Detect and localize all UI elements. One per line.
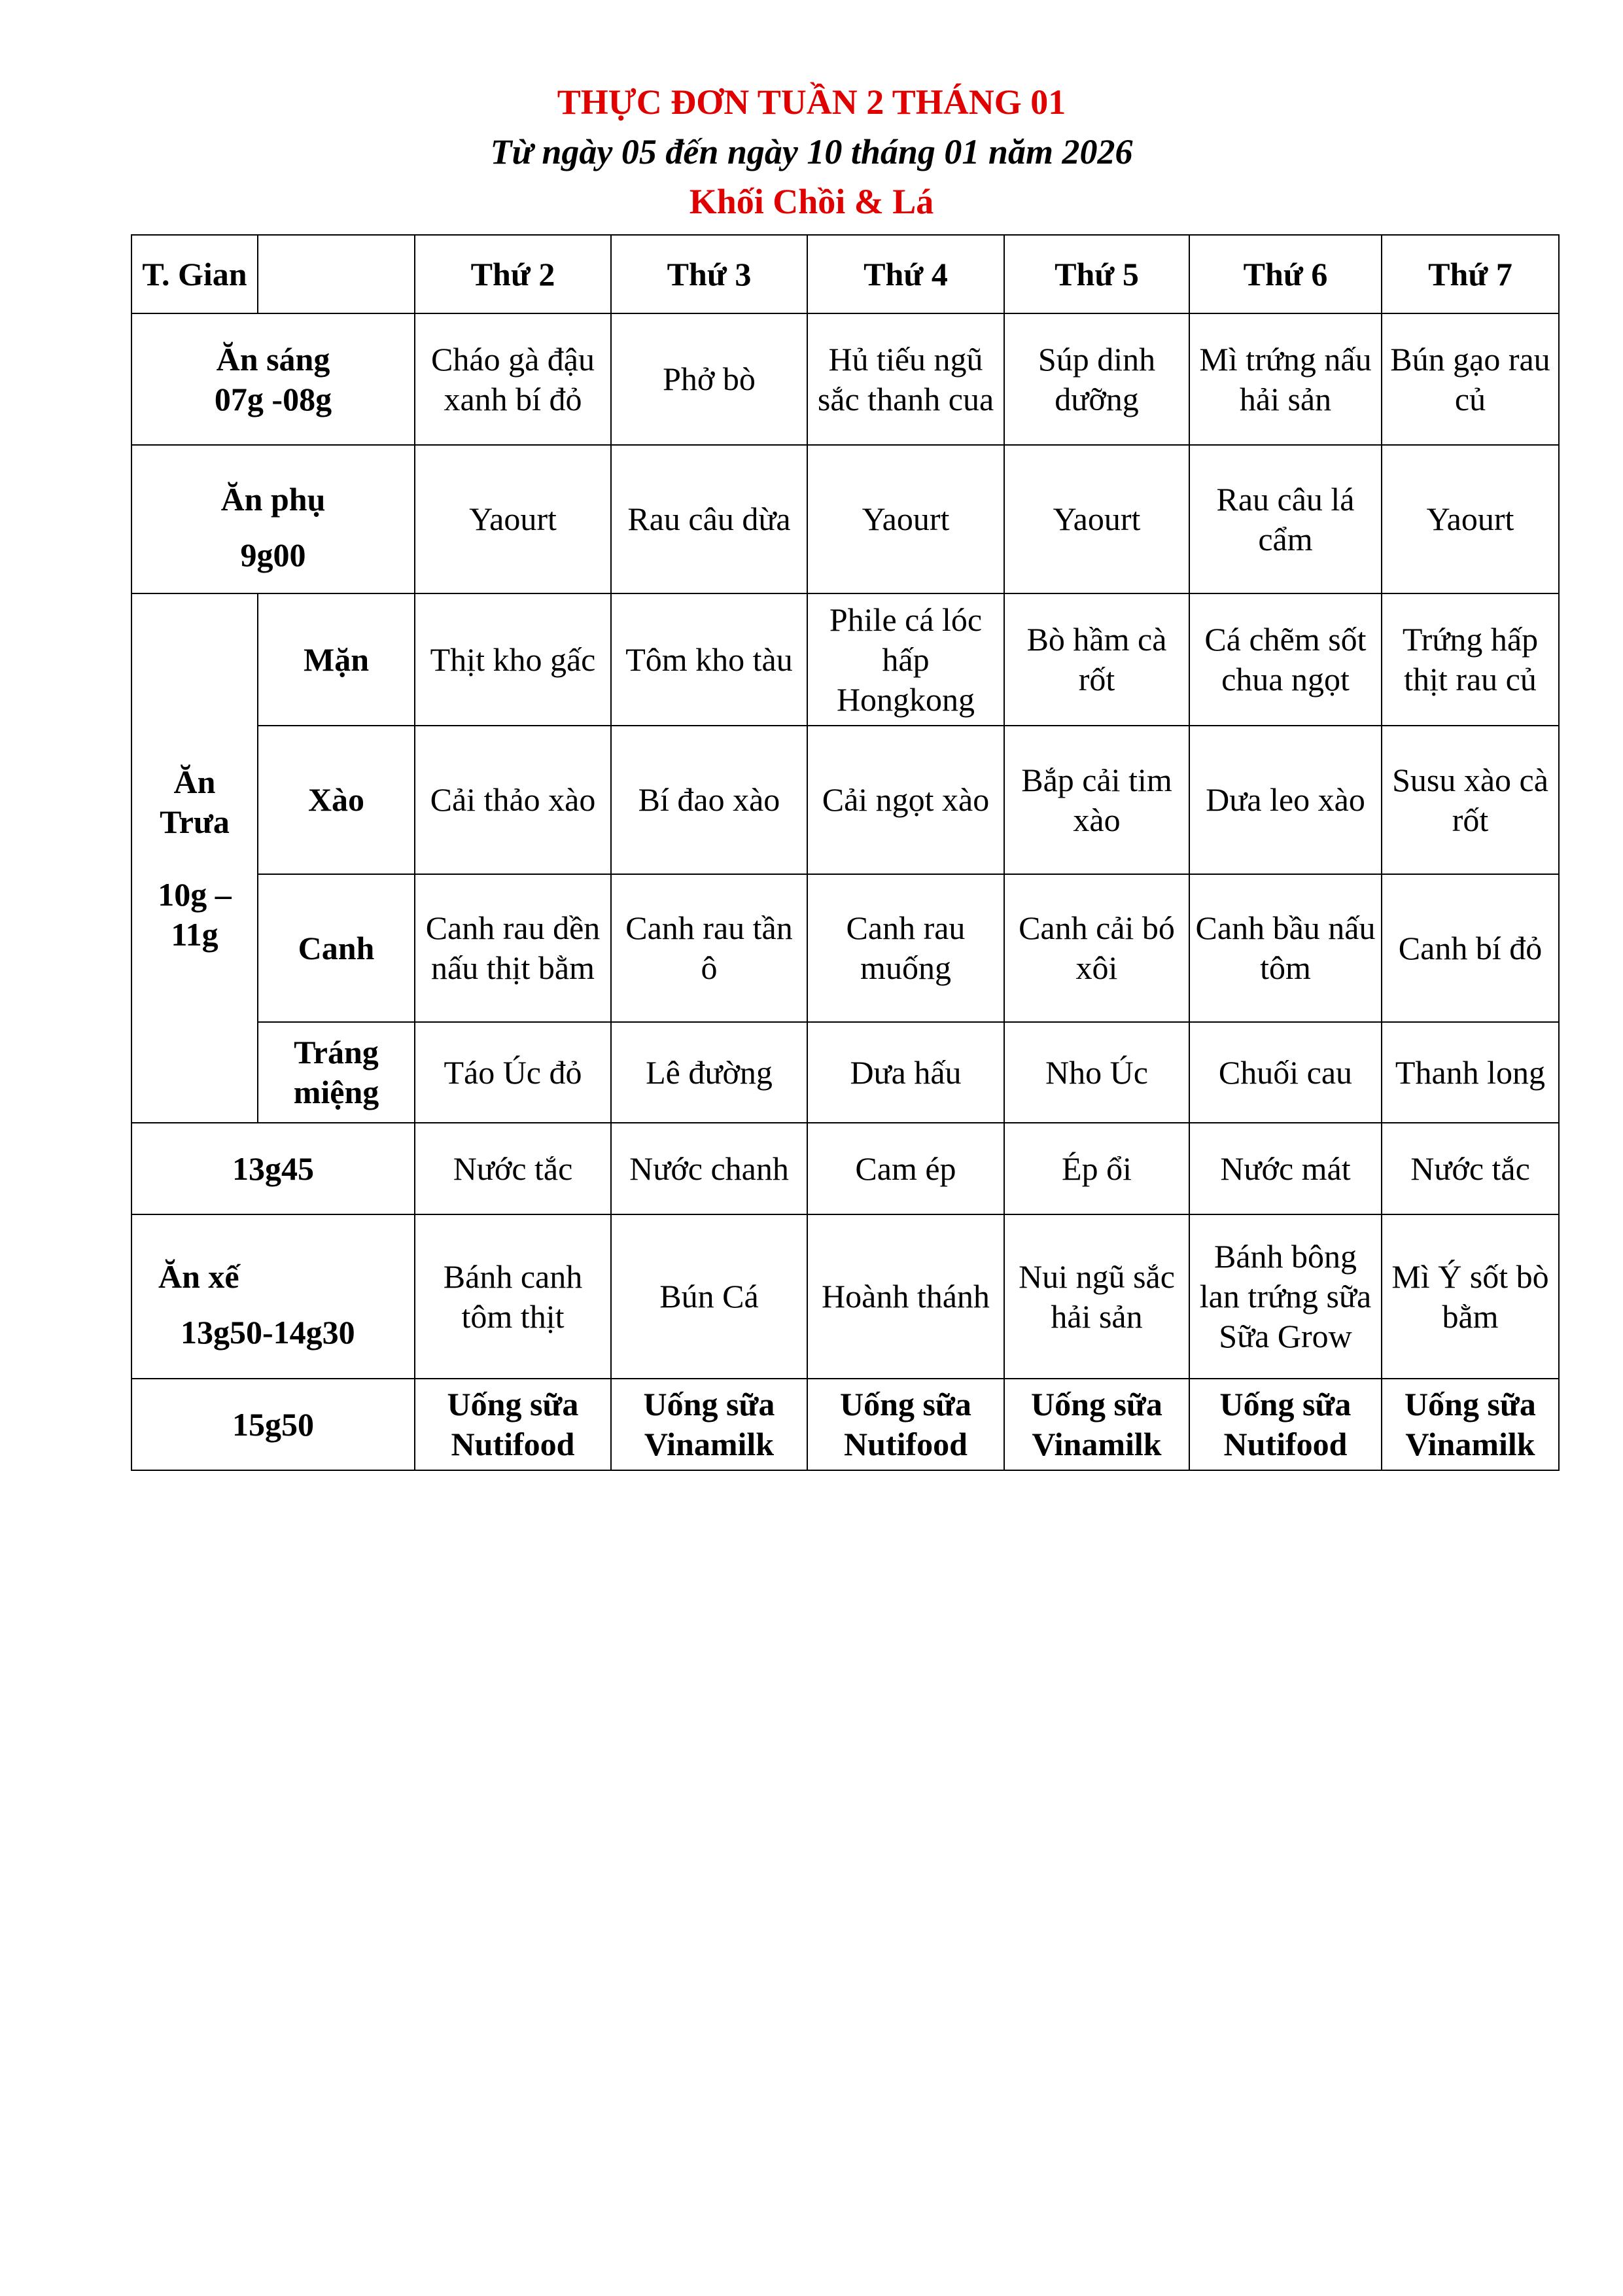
menu-cell: Bún Cá: [611, 1214, 807, 1379]
meal-label: Ăn xế: [158, 1258, 239, 1295]
meal-label: Ăn sáng: [216, 340, 330, 378]
meal-time: 10g – 11g: [158, 875, 232, 953]
menu-cell: Uống sữa Vinamilk: [611, 1379, 807, 1470]
menu-cell: Canh bí đỏ: [1382, 874, 1559, 1022]
menu-cell: Tôm kho tàu: [611, 593, 807, 726]
meal-time: 9g00: [240, 537, 306, 573]
day-header: Thứ 6: [1189, 235, 1382, 313]
meal-label: Ăn phụ: [220, 481, 326, 518]
menu-cell: Ép ổi: [1004, 1123, 1189, 1214]
page-title: THỰC ĐƠN TUẦN 2 THÁNG 01: [557, 82, 1066, 122]
menu-cell: Hủ tiếu ngũ sắc thanh cua: [807, 313, 1004, 445]
dish-type-label: Mặn: [258, 593, 415, 726]
meal-time: 07g -08g: [214, 380, 332, 417]
menu-cell: Thanh long: [1382, 1022, 1559, 1123]
menu-cell: Canh rau muống: [807, 874, 1004, 1022]
date-range: Từ ngày 05 đến ngày 10 tháng 01 năm 2026: [490, 132, 1133, 171]
day-header: Thứ 4: [807, 235, 1004, 313]
menu-cell: Rau câu lá cẩm: [1189, 445, 1382, 593]
menu-cell: Bắp cải tim xào: [1004, 726, 1189, 874]
snack-label-cell: [131, 445, 415, 593]
menu-cell: Cải ngọt xào: [807, 726, 1004, 874]
milk-row: [131, 1379, 1559, 1470]
menu-cell: Yaourt: [807, 445, 1004, 593]
menu-cell: Rau câu dừa: [611, 445, 807, 593]
menu-cell: Uống sữa Vinamilk: [1382, 1379, 1559, 1470]
menu-cell: Phở bò: [611, 313, 807, 445]
menu-cell: Bánh canh tôm thịt: [415, 1214, 611, 1379]
breakfast-row: [131, 313, 1559, 445]
menu-cell: Canh bầu nấu tôm: [1189, 874, 1382, 1022]
dish-type-label: Xào: [258, 726, 415, 874]
menu-cell: Mì Ý sốt bò bằm: [1382, 1214, 1559, 1379]
drink-time-cell: 13g45: [131, 1123, 415, 1214]
dish-type-label: Canh: [258, 874, 415, 1022]
snack-row: [131, 445, 1559, 593]
dish-type-label: Tráng miệng: [258, 1022, 415, 1123]
menu-cell: Nui ngũ sắc hải sản: [1004, 1214, 1189, 1379]
menu-cell: Uống sữa Vinamilk: [1004, 1379, 1189, 1470]
menu-cell: Nước tắc: [415, 1123, 611, 1214]
menu-cell: Lê đường: [611, 1022, 807, 1123]
menu-cell: Yaourt: [1382, 445, 1559, 593]
day-header: Thứ 7: [1382, 235, 1559, 313]
menu-cell: Canh rau tần ô: [611, 874, 807, 1022]
menu-cell: Uống sữa Nutifood: [415, 1379, 611, 1470]
day-header-row: [131, 235, 1559, 313]
menu-cell: Bánh bông lan trứng sữa Sữa Grow: [1189, 1214, 1382, 1379]
menu-cell: Hoành thánh: [807, 1214, 1004, 1379]
menu-cell: Uống sữa Nutifood: [1189, 1379, 1382, 1470]
menu-cell: Mì trứng nấu hải sản: [1189, 313, 1382, 445]
menu-cell: Dưa hấu: [807, 1022, 1004, 1123]
menu-cell: Cam ép: [807, 1123, 1004, 1214]
page-header: [0, 77, 1623, 226]
menu-cell: Chuối cau: [1189, 1022, 1382, 1123]
time-header-cell: T. Gian: [131, 235, 258, 313]
menu-cell: Bí đao xào: [611, 726, 807, 874]
lunch-main-row: [131, 593, 1559, 726]
menu-cell: Canh cải bó xôi: [1004, 874, 1189, 1022]
menu-cell: Thịt kho gấc: [415, 593, 611, 726]
menu-cell: Cải thảo xào: [415, 726, 611, 874]
menu-cell: Yaourt: [1004, 445, 1189, 593]
menu-cell: Canh rau dền nấu thịt bằm: [415, 874, 611, 1022]
menu-cell: Susu xào cà rốt: [1382, 726, 1559, 874]
menu-cell: Súp dinh dưỡng: [1004, 313, 1189, 445]
menu-cell: Bò hầm cà rốt: [1004, 593, 1189, 726]
meal-time: 13g50-14g30: [181, 1314, 355, 1351]
lunch-label-cell: [131, 593, 258, 1123]
day-header: Thứ 5: [1004, 235, 1189, 313]
menu-cell: Nước chanh: [611, 1123, 807, 1214]
afternoon-snack-row: [131, 1214, 1559, 1379]
breakfast-label-cell: [131, 313, 415, 445]
meal-label: Ăn Trưa: [160, 763, 230, 840]
menu-cell: Phile cá lóc hấp Hongkong: [807, 593, 1004, 726]
menu-cell: Bún gạo rau củ: [1382, 313, 1559, 445]
weekly-menu-table: [131, 234, 1560, 1471]
class-group: Khối Chồi & Lá: [689, 182, 934, 221]
menu-cell: Nước tắc: [1382, 1123, 1559, 1214]
menu-cell: Dưa leo xào: [1189, 726, 1382, 874]
afternoon-label-cell: [131, 1214, 415, 1379]
lunch-soup-row: [131, 874, 1559, 1022]
lunch-dessert-row: [131, 1022, 1559, 1123]
lunch-stirfry-row: [131, 726, 1559, 874]
menu-cell: Nước mát: [1189, 1123, 1382, 1214]
menu-cell: Nho Úc: [1004, 1022, 1189, 1123]
menu-cell: Cháo gà đậu xanh bí đỏ: [415, 313, 611, 445]
milk-time-cell: 15g50: [131, 1379, 415, 1470]
menu-cell: Trứng hấp thịt rau củ: [1382, 593, 1559, 726]
menu-cell: Cá chẽm sốt chua ngọt: [1189, 593, 1382, 726]
drink-row: [131, 1123, 1559, 1214]
menu-cell: Táo Úc đỏ: [415, 1022, 611, 1123]
day-header: Thứ 2: [415, 235, 611, 313]
empty-header-cell: [258, 235, 415, 313]
menu-cell: Yaourt: [415, 445, 611, 593]
menu-cell: Uống sữa Nutifood: [807, 1379, 1004, 1470]
day-header: Thứ 3: [611, 235, 807, 313]
